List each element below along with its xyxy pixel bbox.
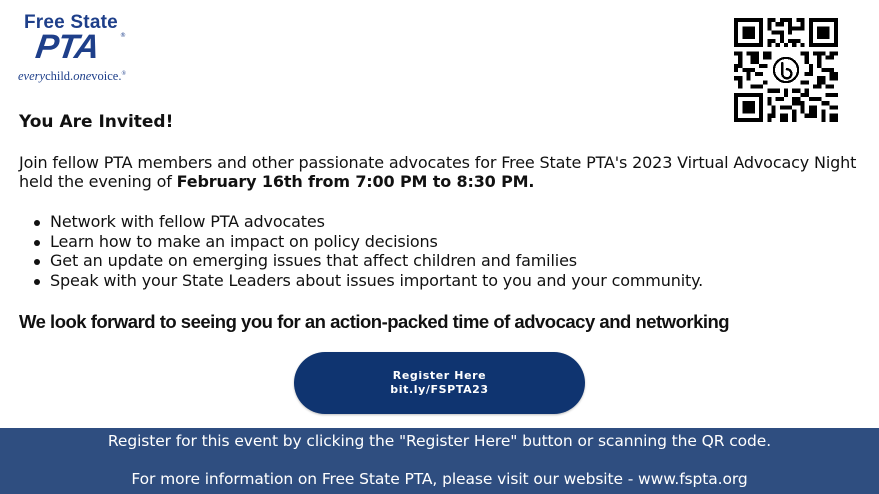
logo-title: Free State xyxy=(24,12,118,33)
register-button-label: Register Here xyxy=(392,369,487,382)
tagline-every: every xyxy=(18,69,46,83)
intro-text: Join fellow PTA members and other passionate advocates for Free State PTA's 2023 Virtual Advocacy Night held the evening of xyxy=(19,153,857,191)
tagline-registered-mark: ® xyxy=(121,70,127,77)
qr-code-icon xyxy=(734,18,838,122)
footer-website-info: For more information on Free State PTA, please visit our website - www.fspta.org xyxy=(131,470,748,488)
list-item: Get an update on emerging issues that affect children and families xyxy=(30,251,703,271)
logo-wordmark: PTA xyxy=(33,28,102,66)
tagline-one: one xyxy=(73,69,92,83)
free-state-pta-logo xyxy=(18,12,148,90)
list-item: Speak with your State Leaders about issues important to you and your community. xyxy=(30,271,703,291)
registered-mark: ® xyxy=(120,32,126,39)
footer-register-instructions: Register for this event by clicking the "Register Here" button or scanning the QR code. xyxy=(107,432,772,450)
invitation-heading: You Are Invited! xyxy=(19,112,174,132)
benefits-list xyxy=(30,212,703,290)
intro-paragraph xyxy=(19,153,869,191)
list-item: Learn how to make an impact on policy decisions xyxy=(30,232,703,252)
qr-code[interactable] xyxy=(734,18,838,122)
event-date-time: February 16th from 7:00 PM to 8:30 PM. xyxy=(176,172,535,191)
logo-tagline xyxy=(18,69,126,84)
register-button-link: bit.ly/FSPTA23 xyxy=(390,383,489,396)
register-here-button[interactable] xyxy=(294,352,585,414)
tagline-voice: voice. xyxy=(91,69,122,83)
tagline-child: child. xyxy=(45,69,74,83)
footer-banner xyxy=(0,428,879,494)
closing-statement: We look forward to seeing you for an action-packed time of advocacy and networking xyxy=(19,311,730,332)
list-item: Network with fellow PTA advocates xyxy=(30,212,703,232)
